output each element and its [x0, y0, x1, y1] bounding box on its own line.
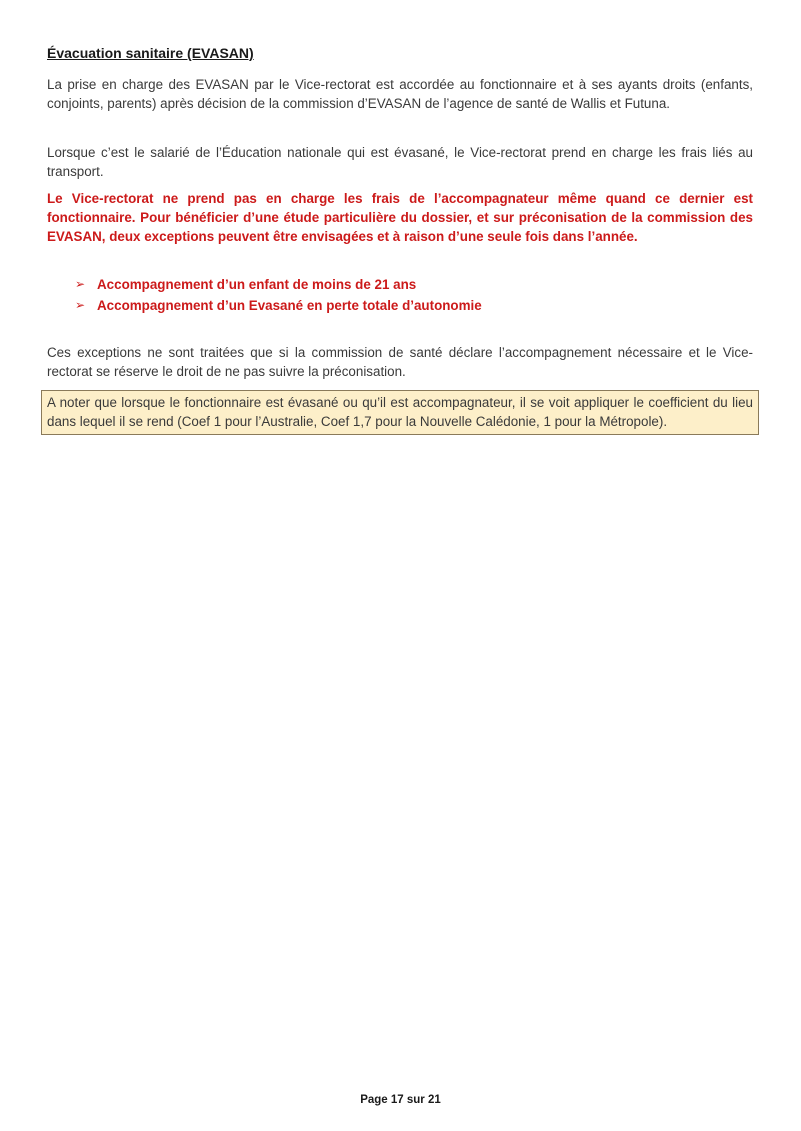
- paragraph-evasan-coverage: La prise en charge des EVASAN par le Vice-rectorat est accordée au fonctionnaire et à ses ayants droits (enfants, conjoints, parents) après décision de la commission d’EVASAN de l’agence de santé de Wallis et Futuna.: [47, 77, 753, 111]
- arrowhead-bullet-icon: ➢: [75, 277, 86, 291]
- section-heading: Évacuation sanitaire (EVASAN): [47, 45, 254, 61]
- exceptions-list: [75, 274, 482, 316]
- list-item-label: Accompagnement d’un enfant de moins de 21 ans: [97, 277, 417, 292]
- arrowhead-bullet-icon: ➢: [75, 298, 86, 312]
- paragraph-companion-exceptions: Le Vice-rectorat ne prend pas en charge les frais de l’accompagnateur même quand ce dernier est fonctionnaire. Pour bénéficier d’une étude particulière du dossier, et sur préconisation de la commission des EVASAN, deux exceptions peuvent être envisagées et à raison d’une seule fois dans l’année.: [47, 191, 753, 244]
- coefficient-note-box: [41, 390, 759, 435]
- paragraph-employee-evacuated: Lorsque c’est le salarié de l’Éducation nationale qui est évasané, le Vice-rectorat prend en charge les frais liés au transport.: [47, 145, 753, 179]
- list-item-label: Accompagnement d’un Evasané en perte totale d’autonomie: [97, 298, 482, 313]
- list-item: [75, 274, 482, 295]
- list-item: [75, 295, 482, 316]
- note-text: A noter que lorsque le fonctionnaire est évasané ou qu’il est accompagnateur, il se voit appliquer le coefficient du lieu dans lequel il se rend (Coef 1 pour l’Australie, Coef 1,7 pour la Nouvelle Calédonie, 1 pour la Métropole).: [47, 395, 753, 429]
- paragraph-commission-conditions: Ces exceptions ne sont traitées que si la commission de santé déclare l’accompagnement nécessaire et le Vice-rectorat se réserve le droit de ne pas suivre la préconisation.: [47, 345, 753, 379]
- page-number-footer: Page 17 sur 21: [360, 1094, 441, 1106]
